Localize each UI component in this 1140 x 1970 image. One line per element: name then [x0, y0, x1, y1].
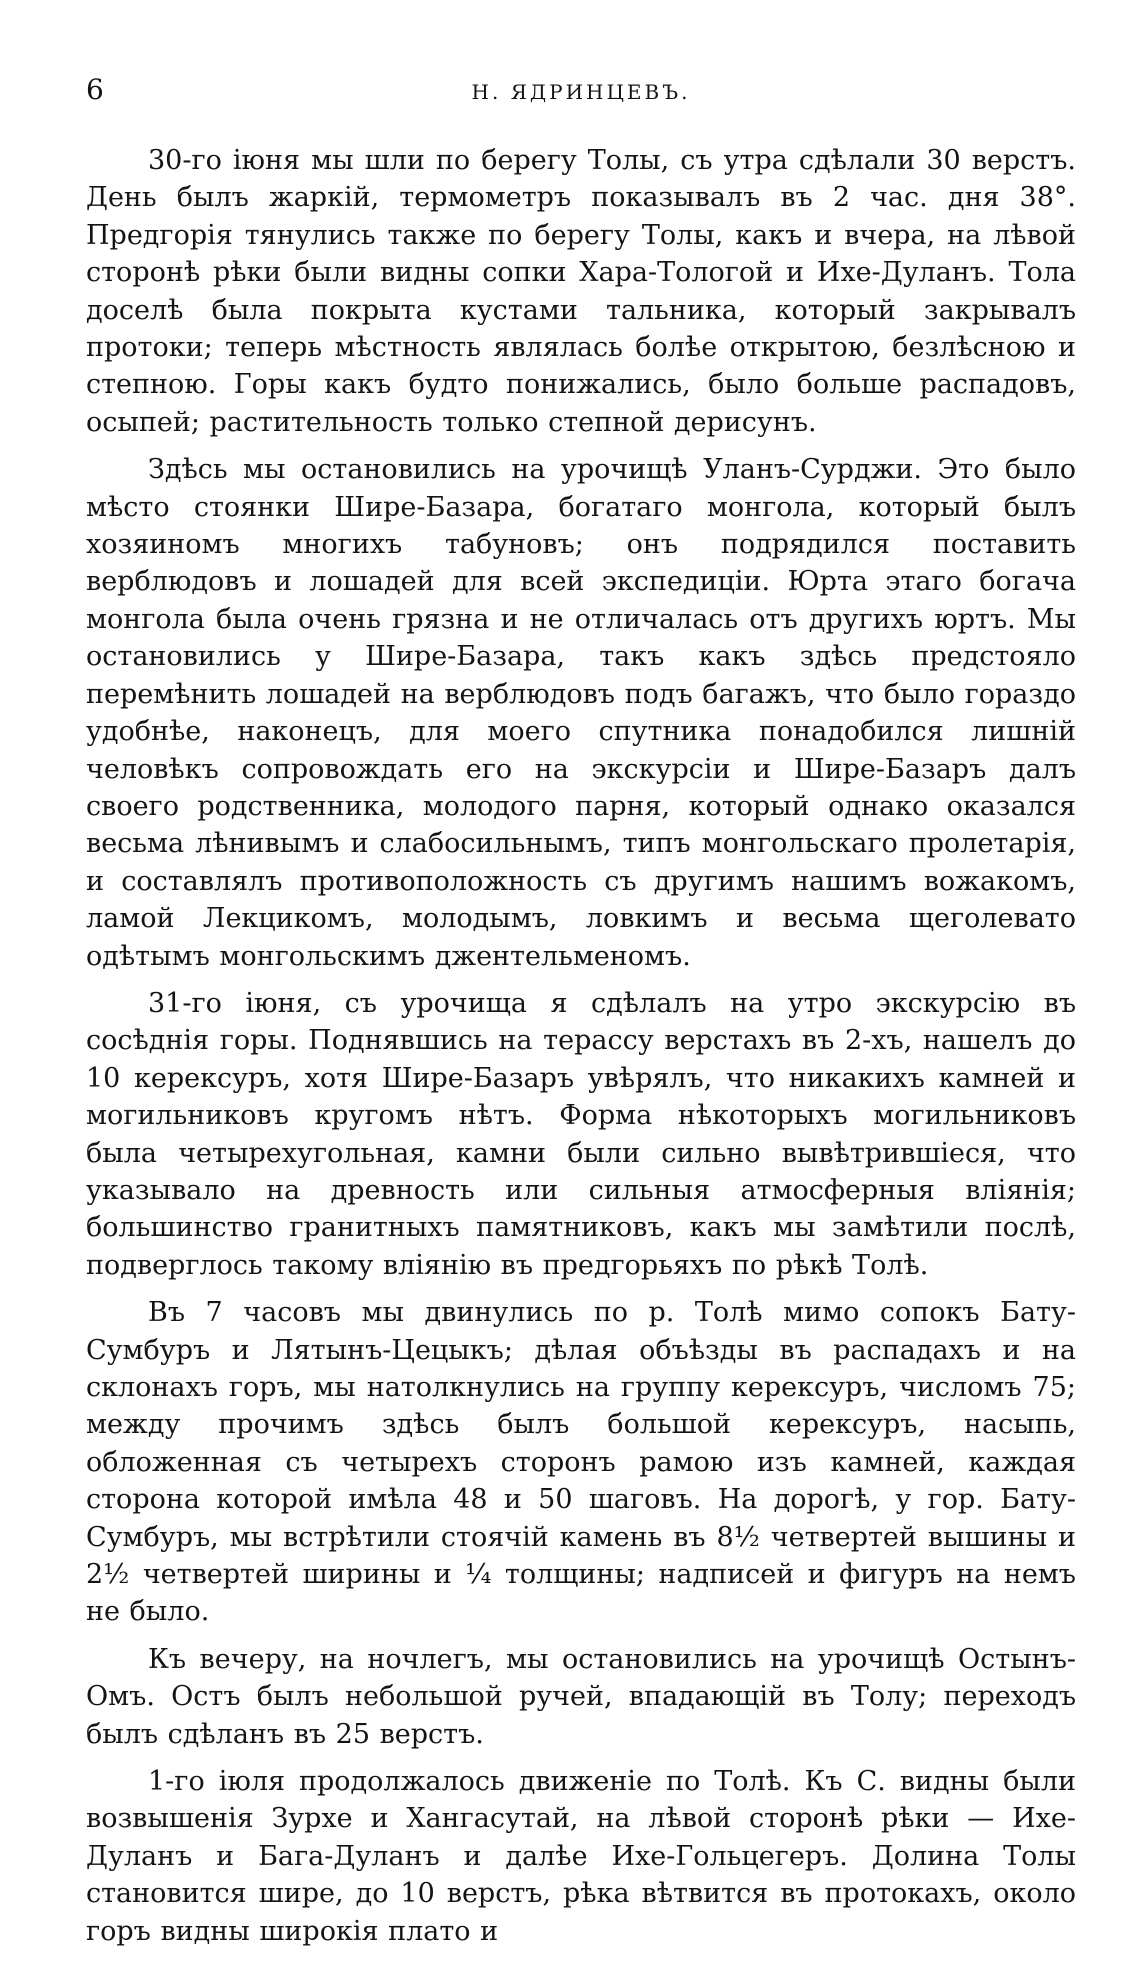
paragraph-june-31: 31-го іюня, съ урочища я сдѣлалъ на утро экскурсію въ сосѣднія горы. Поднявшись на терассу верстахъ въ 2-хъ, нашелъ до 10 керексуръ, хотя Шире-Базаръ увѣрялъ, что никакихъ камней и могильниковъ кругомъ нѣтъ. Форма нѣкоторыхъ могильниковъ была четырехугольная, камни были сильно вывѣтрившіеся, что указывало на древность или сильныя атмосферныя вліянія; большинство гранитныхъ памятниковъ, какъ мы замѣтили послѣ, подверглось такому вліянію въ предгорьяхъ по рѣкѣ Толѣ. — [86, 987, 1076, 1281]
paragraph-july-1: 1-го іюля продолжалось движеніе по Толѣ. Къ С. видны были возвышенія Зурхе и Хангасутай, на лѣвой сторонѣ рѣки — Ихе-Дуланъ и Бага-Дуланъ и далѣе Ихе-Гольцегеръ. Долина Толы становится шире, до 10 верстъ, рѣка вѣтвится въ протокахъ, около горъ видны широкія плато и — [86, 1766, 1076, 1947]
paragraph-ulan-surdzhi: Здѣсь мы остановились на урочищѣ Уланъ-Сурджи. Это было мѣсто стоянки Шире-Базара, богатаго монгола, который былъ хозяиномъ многихъ табуновъ; онъ подрядился поставить верблюдовъ и лошадей для всей экспедиціи. Юрта этаго богача монгола была очень грязна и не отличалась отъ другихъ юртъ. Мы остановились у Шире-Базара, такъ какъ здѣсь предстояло перемѣнить лошадей на верблюдовъ подъ багажъ, что было гораздо удобнѣе, наконецъ, для моего спутника понадобился лишній человѣкъ сопровождать его на экскурсіи и Шире-Базаръ далъ своего родственника, молодого парня, который однако оказался весьма лѣнивымъ и слабосильнымъ, типъ монгольскаго пролетарія, и составлялъ противоположность съ другимъ нашимъ вожакомъ, ламой Лекцикомъ, молодымъ, ловкимъ и весьма щеголевато одѣтымъ монгольскимъ джентельменомъ. — [86, 454, 1076, 972]
page-number: 6 — [86, 73, 104, 106]
page-header — [86, 72, 1076, 112]
paragraph-seven-oclock: Въ 7 часовъ мы двинулись по р. Толѣ мимо сопокъ Бату-Сумбуръ и Лятынъ-Цецыкъ; дѣлая объѣзды въ распадахъ и на склонахъ горъ, мы натолкнулись на группу керексуръ, числомъ 75; между прочимъ здѣсь былъ большой керексуръ, насыпь, обложенная съ четырехъ сторонъ рамою изъ камней, каждая сторона которой имѣла 48 и 50 шаговъ. На дорогѣ, у гор. Бату-Сумбуръ, мы встрѣтили стоячій камень въ 8½ четвертей вышины и 2½ четвертей ширины и ¼ толщины; надписей и фигуръ на немъ не было. — [86, 1297, 1076, 1628]
paragraph-evening-camp: Къ вечеру, на ночлегъ, мы остановились на урочищѣ Остынъ-Омъ. Остъ былъ небольшой ручей, впадающій въ Толу; переходъ былъ сдѣланъ въ 25 верстъ. — [86, 1643, 1076, 1750]
running-head: Н. ЯДРИНЦЕВЪ. — [471, 80, 691, 104]
paragraph-june-30: 30-го іюня мы шли по берегу Толы, съ утра сдѣлали 30 верстъ. День былъ жаркій, термометръ показывалъ въ 2 час. дня 38°. Предгорія тянулись также по берегу Толы, какъ и вчера, на лѣвой сторонѣ рѣки были видны сопки Хара-Тологой и Ихе-Дуланъ. Тола доселѣ была покрыта кустами тальника, который закрывалъ протоки; теперь мѣстность являлась болѣе открытою, безлѣсною и степною. Горы какъ будто понижались, было больше распадовъ, осыпей; растительность только степной дерисунъ. — [86, 145, 1076, 438]
text-body — [86, 142, 1076, 1960]
